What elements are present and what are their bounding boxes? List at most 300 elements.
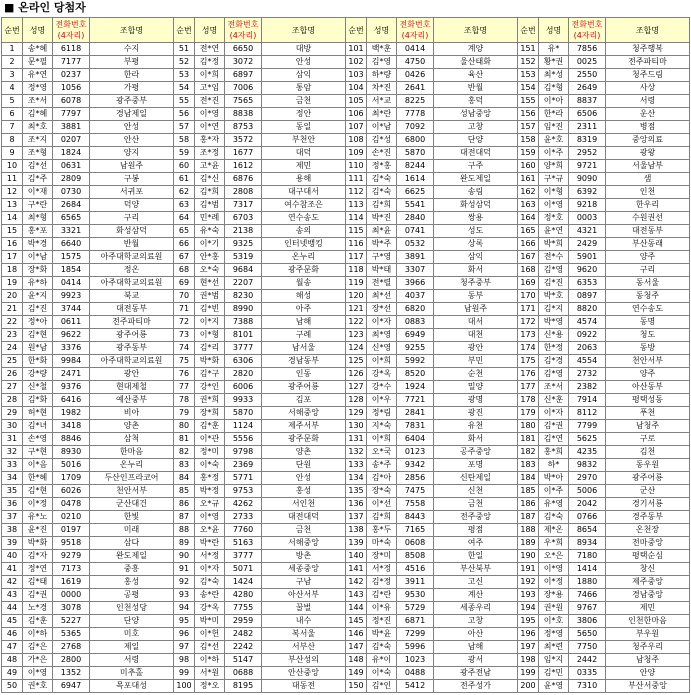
name-cell: 이*영 [23,667,53,680]
name-cell: 박*화 [195,355,225,368]
name-cell: 권*원 [539,602,569,615]
union-cell: 동부 [434,290,518,303]
table-row [2,563,690,576]
seq-cell: 187 [518,511,539,524]
union-header: 조합명 [434,18,518,43]
union-cell: 화서 [434,433,518,446]
union-cell: 공평 [90,589,174,602]
phone-cell: 1414 [569,563,606,576]
name-cell: 이*재 [23,186,53,199]
name-cell: 유*이 [367,654,397,667]
phone-cell: 3078 [53,602,90,615]
seq-cell: 120 [346,290,367,303]
seq-cell: 95 [174,615,195,628]
union-cell: 안성 [262,56,346,69]
name-cell: 박*호 [539,290,569,303]
seq-cell: 143 [346,589,367,602]
phone-header: 전화번호 (4자리) [225,18,262,43]
union-cell: 광주어룡 [262,381,346,394]
seq-cell: 90 [174,550,195,563]
phone-cell: 8230 [225,290,262,303]
name-cell: 이*음 [23,459,53,472]
phone-cell: 6404 [397,433,434,446]
phone-cell: 9923 [53,290,90,303]
seq-cell: 158 [518,134,539,147]
table-row [2,277,690,290]
seq-cell: 16 [2,238,23,251]
phone-cell: 2138 [225,225,262,238]
union-cell: 단양 [90,615,174,628]
union-cell: 홍성 [90,576,174,589]
name-cell: 박*경 [23,238,53,251]
phone-cell: 8837 [569,95,606,108]
seq-cell: 26 [2,368,23,381]
name-cell: 이*헌 [195,628,225,641]
union-cell: 동청주 [606,290,690,303]
phone-cell: 2442 [569,654,606,667]
name-cell: 김*숙 [367,641,397,654]
union-cell: 단원 [262,459,346,472]
union-cell: 금천 [434,498,518,511]
phone-cell: 5729 [397,602,434,615]
name-cell: 김*정 [195,56,225,69]
seq-cell: 117 [346,251,367,264]
seq-cell: 17 [2,251,23,264]
name-cell: 이*하 [23,628,53,641]
union-cell: 서해중앙 [262,407,346,420]
seq-cell: 48 [2,654,23,667]
phone-cell: 1880 [569,576,606,589]
union-cell: 광주어룡 [90,329,174,342]
seq-cell: 42 [2,576,23,589]
seq-cell: 93 [174,589,195,602]
name-cell: 장*화 [23,264,53,277]
phone-cell: 0741 [397,225,434,238]
seq-cell: 73 [174,329,195,342]
table-row [2,121,690,134]
phone-cell: 2369 [225,459,262,472]
seq-cell: 129 [346,407,367,420]
phone-cell: 5006 [569,485,606,498]
phone-cell: 9753 [225,485,262,498]
phone-cell: 4321 [569,225,606,238]
name-cell: 이*형 [539,186,569,199]
union-cell: 여주 [434,537,518,550]
phone-cell: 5163 [225,537,262,550]
name-cell: 김*태 [23,576,53,589]
seq-cell: 133 [346,459,367,472]
union-cell: 남청주 [606,420,690,433]
phone-cell: 6353 [569,277,606,290]
seq-cell: 124 [346,342,367,355]
name-cell: 강*량 [23,368,53,381]
union-cell: 광안 [434,342,518,355]
union-header: 조합명 [90,18,174,43]
phone-cell: 6416 [53,394,90,407]
seq-cell: 50 [2,680,23,693]
union-cell: 제민 [606,602,690,615]
union-cell: 유천 [434,420,518,433]
name-cell: 민*례 [195,212,225,225]
table-row [2,485,690,498]
union-cell: 운산 [606,108,690,121]
seq-cell: 153 [518,69,539,82]
name-cell: 김*연 [539,433,569,446]
name-cell: 차*진 [367,82,397,95]
union-cell: 광주문화 [262,264,346,277]
union-cell: 대전동부 [606,225,690,238]
seq-cell: 55 [174,95,195,108]
seq-cell: 192 [518,576,539,589]
seq-cell: 154 [518,82,539,95]
seq-cell: 53 [174,69,195,82]
phone-cell: 6625 [397,186,434,199]
name-cell: 양*희 [539,160,569,173]
union-cell: 안산중앙 [262,667,346,680]
union-cell: 동일 [262,121,346,134]
seq-cell: 174 [518,342,539,355]
seq-cell: 167 [518,251,539,264]
union-cell: 대전동부 [90,303,174,316]
name-cell: 한*화 [23,355,53,368]
name-cell: 김*란 [367,589,397,602]
name-cell: 장*용 [539,589,569,602]
name-cell: 김*훈 [23,615,53,628]
name-cell: 이*희 [367,433,397,446]
phone-cell: 7180 [569,550,606,563]
seq-cell: 156 [518,108,539,121]
phone-cell: 2550 [569,69,606,82]
name-cell: 김*리 [195,342,225,355]
seq-cell: 110 [346,160,367,173]
union-cell: 부천안 [262,134,346,147]
seq-cell: 101 [346,43,367,56]
union-cell: 연수송도 [262,212,346,225]
phone-cell: 4235 [569,446,606,459]
name-cell: 윤*연 [539,225,569,238]
phone-cell: 5016 [53,459,90,472]
seq-cell: 191 [518,563,539,576]
name-cell: 하* [539,459,569,472]
phone-cell: 3966 [397,277,434,290]
phone-cell: 3777 [225,342,262,355]
union-cell: 동서울 [606,277,690,290]
name-cell: 김*영 [539,368,569,381]
union-header: 조합명 [262,18,346,43]
phone-cell: 0478 [53,498,90,511]
name-cell: 김*자 [23,550,53,563]
phone-cell: 2856 [397,472,434,485]
union-cell: 평택순심 [606,550,690,563]
name-cell: 이*남 [23,251,53,264]
name-cell: 전*진 [195,95,225,108]
seq-cell: 131 [346,433,367,446]
name-cell: 김*범 [195,199,225,212]
table-row [2,602,690,615]
seq-cell: 139 [346,537,367,550]
union-cell: 경기서룡 [606,498,690,511]
phone-cell: 7475 [397,485,434,498]
name-cell: 유*숙 [195,225,225,238]
phone-cell: 2641 [397,82,434,95]
seq-cell: 194 [518,602,539,615]
phone-cell: 3321 [53,225,90,238]
name-cell: 문*필 [23,56,53,69]
name-cell: 송*혜 [23,43,53,56]
name-cell: 김*녀 [23,420,53,433]
phone-cell: 9620 [569,264,606,277]
name-cell: 원*남 [23,342,53,355]
phone-cell: 6650 [225,43,262,56]
name-cell: 정*연 [23,563,53,576]
phone-cell: 4554 [569,355,606,368]
name-cell: 장*희 [195,407,225,420]
union-cell: 군산대건 [90,498,174,511]
union-cell: 남원주 [90,160,174,173]
union-cell: 용해 [262,173,346,186]
phone-cell: 2800 [53,654,90,667]
name-cell: 황*권 [539,56,569,69]
phone-cell: 6640 [53,238,90,251]
union-cell: 청도 [606,329,690,342]
name-cell: 윤*지 [23,290,53,303]
phone-cell: 1824 [53,147,90,160]
phone-cell: 2841 [397,407,434,420]
union-cell: 삼다 [90,537,174,550]
table-row [2,537,690,550]
union-cell: 삼익 [262,69,346,82]
seq-cell: 165 [518,225,539,238]
union-cell: 아주대학교의료원 [90,355,174,368]
seq-cell: 79 [174,407,195,420]
name-cell: 최*란 [367,108,397,121]
union-cell: 고신 [434,576,518,589]
union-cell: 광주중부 [90,95,174,108]
union-cell: 미래 [90,524,174,537]
union-cell: 송의 [262,225,346,238]
union-cell: 대방 [262,43,346,56]
name-cell: 조*정 [195,147,225,160]
table-row [2,199,690,212]
seq-cell: 27 [2,381,23,394]
seq-cell: 184 [518,472,539,485]
phone-cell: 5071 [225,563,262,576]
table-row [2,355,690,368]
name-cell: 윤*호 [539,134,569,147]
union-cell: 신탄제일 [434,472,518,485]
union-cell: 인천성당 [90,602,174,615]
phone-cell: 1614 [397,173,434,186]
name-cell: 현*선 [195,277,225,290]
seq-cell: 176 [518,368,539,381]
seq-cell: 77 [174,381,195,394]
seq-cell: 198 [518,654,539,667]
phone-cell: 3307 [397,264,434,277]
phone-cell: 0414 [53,277,90,290]
union-cell: 청주우리 [606,641,690,654]
union-cell: 대전대덕 [262,511,346,524]
seq-cell: 64 [174,212,195,225]
name-cell: 박*화 [23,537,53,550]
phone-cell: 9530 [397,589,434,602]
phone-cell: 2732 [569,368,606,381]
name-header: 성명 [367,18,397,43]
phone-cell: 0532 [397,238,434,251]
name-cell: 지*숙 [367,420,397,433]
name-cell: 이*영 [195,108,225,121]
seq-cell: 180 [518,420,539,433]
phone-cell: 2820 [225,368,262,381]
name-cell: 강*인 [195,381,225,394]
phone-cell: 9090 [569,173,606,186]
union-cell: 통암 [262,82,346,95]
phone-cell: 8520 [397,368,434,381]
phone-cell: 2311 [569,121,606,134]
table-row [2,342,690,355]
name-cell: 김*영 [539,264,569,277]
name-cell: 구*현 [23,446,53,459]
table-row [2,641,690,654]
union-cell: 공주중앙 [434,446,518,459]
union-cell: 북교 [90,290,174,303]
phone-cell: 8753 [225,121,262,134]
union-cell: 동명 [606,316,690,329]
seq-cell: 130 [346,420,367,433]
name-cell: 박*주 [367,238,397,251]
table-row [2,628,690,641]
seq-cell: 178 [518,394,539,407]
seq-header: 순번 [346,18,367,43]
seq-cell: 81 [174,433,195,446]
phone-cell: 5227 [53,615,90,628]
union-cell: 단양 [434,134,518,147]
name-cell: 박*아 [539,472,569,485]
union-cell: 금천 [262,524,346,537]
phone-cell: 0123 [397,446,434,459]
seq-cell: 160 [518,160,539,173]
phone-cell: 8195 [225,680,262,693]
seq-cell: 84 [174,472,195,485]
name-cell: 전*연 [195,43,225,56]
phone-cell: 6306 [225,355,262,368]
name-cell: 손*진 [367,147,397,160]
seq-cell: 103 [346,69,367,82]
union-cell: 경남중앙 [606,589,690,602]
phone-cell: 7755 [225,602,262,615]
name-cell: 김*빈 [195,303,225,316]
table-row [2,238,690,251]
union-cell: 화성삼덕 [434,199,518,212]
table-row [2,524,690,537]
phone-cell: 0631 [53,160,90,173]
union-cell: 광안 [90,368,174,381]
union-cell: 남해 [262,316,346,329]
seq-cell: 25 [2,355,23,368]
phone-cell: 2733 [225,511,262,524]
seq-cell: 61 [174,173,195,186]
seq-cell: 44 [2,602,23,615]
phone-cell: 0608 [397,537,434,550]
seq-cell: 140 [346,550,367,563]
seq-cell: 54 [174,82,195,95]
seq-cell: 57 [174,121,195,134]
name-cell: 신*훈 [539,394,569,407]
union-cell: 서령 [606,95,690,108]
name-cell: 고*임 [195,82,225,95]
name-cell: 이*주 [539,147,569,160]
phone-cell: 0197 [53,524,90,537]
seq-cell: 151 [518,43,539,56]
seq-cell: 52 [174,56,195,69]
seq-cell: 112 [346,186,367,199]
phone-cell: 0766 [569,511,606,524]
seq-cell: 51 [174,43,195,56]
seq-cell: 21 [2,303,23,316]
union-cell: 가평 [90,82,174,95]
seq-cell: 168 [518,264,539,277]
seq-cell: 82 [174,446,195,459]
phone-cell: 5996 [397,641,434,654]
name-cell: 이*우 [367,394,397,407]
seq-cell: 96 [174,628,195,641]
name-cell: 고*윤 [195,160,225,173]
union-cell: 대구대서 [262,186,346,199]
seq-cell: 99 [174,667,195,680]
name-cell: 윤*진 [23,524,53,537]
union-cell: 광주어룡 [606,472,690,485]
union-cell: 계산 [434,589,518,602]
phone-cell: 7558 [397,498,434,511]
table-row [2,225,690,238]
union-cell: 밀양 [434,381,518,394]
phone-cell: 5541 [397,199,434,212]
union-cell: 전주파티마 [90,316,174,329]
seq-cell: 197 [518,641,539,654]
seq-cell: 14 [2,212,23,225]
seq-cell: 164 [518,212,539,225]
phone-cell: 7092 [397,121,434,134]
union-cell: 평점 [434,524,518,537]
phone-cell: 1982 [53,407,90,420]
union-cell: 서울남부 [606,160,690,173]
name-cell: 김*형 [539,82,569,95]
name-cell: 이*주 [539,485,569,498]
name-cell: 이*유 [367,602,397,615]
phone-cell: 6565 [53,212,90,225]
seq-cell: 24 [2,342,23,355]
union-cell: 한라 [90,69,174,82]
union-cell: 서귀포 [90,186,174,199]
union-cell: 남서울 [262,342,346,355]
seq-cell: 148 [346,654,367,667]
seq-cell: 105 [346,95,367,108]
name-cell: 안*홍 [195,251,225,264]
seq-cell: 74 [174,342,195,355]
union-cell: 경주동부 [606,511,690,524]
phone-cell: 9376 [53,381,90,394]
phone-cell: 4574 [569,316,606,329]
seq-cell: 38 [2,524,23,537]
name-cell: 백*훈 [367,43,397,56]
union-cell: 방촌 [262,550,346,563]
name-cell: 박*희 [539,238,569,251]
seq-cell: 46 [2,628,23,641]
name-cell: 이*숙 [195,459,225,472]
phone-cell: 1124 [225,420,262,433]
phone-cell: 7173 [53,563,90,576]
union-cell: 청주드림 [606,69,690,82]
seq-cell: 123 [346,329,367,342]
